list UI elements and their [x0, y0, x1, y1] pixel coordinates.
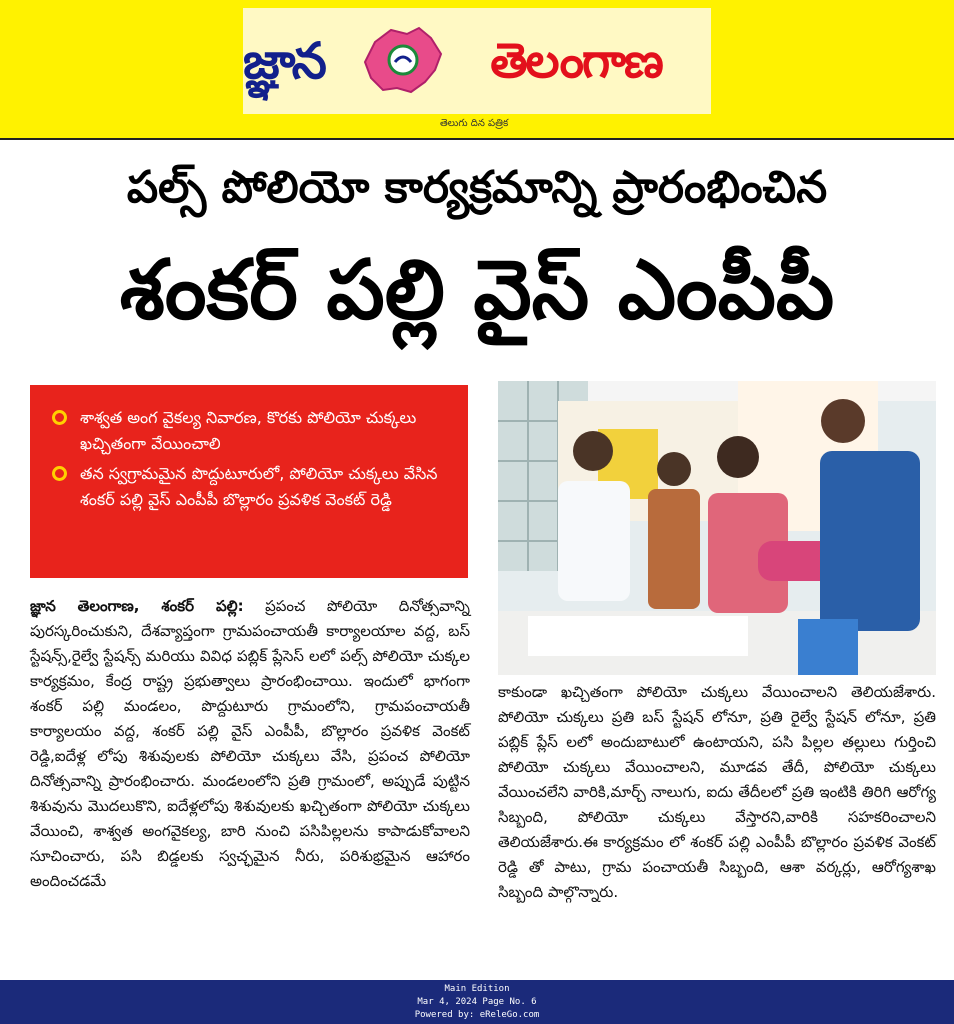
highlights-box	[30, 385, 468, 578]
article-photo[interactable]	[498, 381, 936, 675]
bullet-ring-icon	[52, 466, 67, 481]
edition-label: Main Edition	[444, 984, 510, 994]
article-column-right	[498, 680, 936, 905]
telangana-map-icon	[361, 24, 445, 96]
article-dateline: జ్ఞాన తెలంగాణ, శంకర్ పల్లి:	[30, 597, 244, 615]
article-column-left	[30, 594, 470, 894]
edition-date-page: Mar 4, 2024 Page No. 6	[417, 997, 537, 1007]
polio-drops-photo-icon	[498, 381, 936, 675]
highlight-text: తన స్వగ్రామమైన పొద్దుటూరులో, పోలియో చుక్కలు వేసిన శంకర్ పల్లి వైస్ ఎంపీపీ బొల్లారం ప్రవళిక వెంకట్ రెడ్డి	[80, 464, 438, 509]
headline-line-2: శంకర్ పల్లి వైస్ ఎంపీపీ	[119, 243, 835, 338]
masthead	[0, 0, 954, 140]
highlight-text: శాశ్వత అంగ వైకల్య నివారణ, కొరకు పోలియో చుక్కలు ఖచ్చితంగా వేయించాలి	[80, 408, 417, 453]
newspaper-logo[interactable]	[243, 8, 711, 114]
highlight-item	[52, 405, 454, 457]
logo-word-gnana: జ్ఞాన	[243, 32, 325, 90]
highlight-item	[52, 461, 454, 513]
bullet-ring-icon	[52, 410, 67, 425]
article-body-right: కాకుండా ఖచ్చితంగా పోలియో చుక్కలు వేయించాలని తెలియజేశారు. పోలియో చుక్కలు ప్రతి బస్ స్టేషన్ లోనూ, ప్రతి రైల్వే స్టేషన్ లోనూ, ప్రతి పబ్లిక్ ప్లేస్ లలో అందుబాటులో ఉంటాయని, పసి పిల్లల తల్లులు గుర్తించి పోలియో చుక్కలు వేయించాలని, మూడవ తేదీ, పోలియో చుక్కలు వేయించలేని వారికి,మార్చ్ నాలుగు, ఐదు తేదీలలో ప్రతి ఇంటికి తిరిగి ఆరోగ్య సిబ్బంది, పోలియో చుక్కలు వేస్తారని,వారికి సహకరించాలని తెలియజేశారు.ఈ కార్యక్రమం లో శంకర్ పల్లి ఎంపీపీ బొల్లారం ప్రవళిక వెంకట్ రెడ్డి తో పాటు, గ్రామ పంచాయతీ సిబ్బంది, ఆశా వర్కర్లు, ఆరోగ్యశాఖ సిబ్బంది పాల్గొన్నారు.	[498, 683, 936, 901]
article-body-left: ప్రపంచ పోలియో దినోత్సవాన్ని పురస్కరించుకుని, దేశవ్యాప్తంగా గ్రామపంచాయతీ కార్యాలయాల వద్ద, బస్ స్టేషన్స్,రైల్వే స్టేషన్స్ మరియు వివిధ పబ్లిక్ ప్లేసెస్ లలో పల్స్ పోలియో చుక్కల కార్యక్రమం, కేంద్ర రాష్ట్ర ప్రభుత్వాలు ప్రారంభించాయి. ఇందులో భాగంగా శంకర్ పల్లి మండలం, పొద్దుటూరు గ్రామంలోని, గ్రామపంచాయతీ కార్యాలయం వద్ద, శంకర్ పల్లి వైస్ ఎంపీపీ, బొల్లారం ప్రవళిక వెంకట్ రెడ్డి,ఐదేళ్ల లోపు శిశువులకు పోలియో చుక్కలు వేసి, ప్రపంచ పోలియో దినోత్సవాన్ని ప్రారంభించారు. మండలంలోని ప్రతి గ్రామంలో, అప్పుడే పుట్టిన శిశువును మొదలుకొని, ఐదేళ్లలోపు శిశువులకు ఖచ్చితంగా పోలియో చుక్కలు వేయించి, శాశ్వత అంగవైకల్య, బారి నుంచి పసిపిల్లలను కాపాడుకోవాలని సూచించారు, పసి బిడ్డలకు స్వచ్ఛమైన నీరు, పరిశుభ్రమైన ఆహారం అందించడమే	[30, 597, 470, 890]
headline-line-1: పల్స్ పోలియో కార్యక్రమాన్ని ప్రారంభించిన	[126, 162, 828, 213]
masthead-tagline: తెలుగు దిన పత్రిక	[440, 118, 509, 129]
powered-by-link[interactable]: Powered by: eReleGo.com	[414, 1010, 540, 1020]
logo-word-telangana: తెలంగాణ	[490, 33, 662, 89]
edition-footer	[0, 980, 954, 1024]
